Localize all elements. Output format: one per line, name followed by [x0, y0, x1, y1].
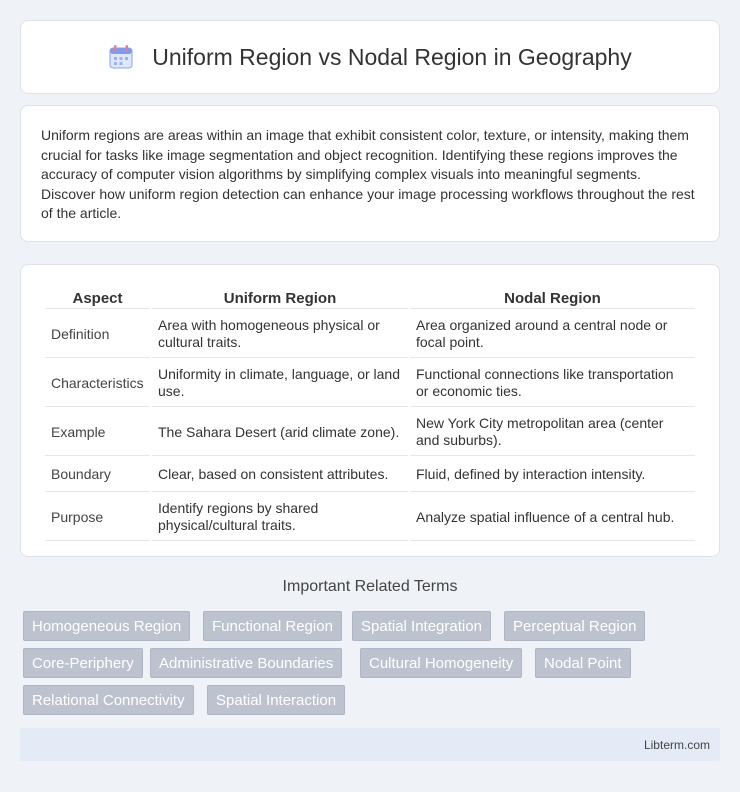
tag-homogeneous-region[interactable]: Homogeneous Region: [23, 611, 190, 641]
uniform-cell: Area with homogeneous physical or cultural traits.: [152, 311, 408, 358]
tag-administrative-boundaries[interactable]: Administrative Boundaries: [150, 648, 342, 678]
header-card: [20, 20, 720, 94]
aspect-cell: Purpose: [45, 494, 150, 541]
uniform-cell: The Sahara Desert (arid climate zone).: [152, 409, 408, 456]
nodal-cell: New York City metropolitan area (center and suburbs).: [410, 409, 695, 456]
nodal-cell: Functional connections like transportation or economic ties.: [410, 360, 695, 407]
tag-functional-region[interactable]: Functional Region: [203, 611, 342, 641]
table-row: [45, 311, 695, 358]
table-row: [45, 458, 695, 492]
aspect-cell: Definition: [45, 311, 150, 358]
footer: [20, 728, 720, 761]
tag-nodal-point[interactable]: Nodal Point: [535, 648, 631, 678]
title-wrap: [108, 44, 631, 71]
nodal-cell: Area organized around a central node or focal point.: [410, 311, 695, 358]
page-title: Uniform Region vs Nodal Region in Geography: [152, 43, 632, 70]
header-nodal-region: Nodal Region: [410, 287, 695, 309]
aspect-cell: Boundary: [45, 458, 150, 492]
tag-cultural-homogeneity[interactable]: Cultural Homogeneity: [360, 648, 522, 678]
uniform-cell: Uniformity in climate, language, or land use.: [152, 360, 408, 407]
aspect-cell: Characteristics: [45, 360, 150, 407]
calendar-icon: [108, 44, 134, 70]
uniform-cell: Clear, based on consistent attributes.: [152, 458, 408, 492]
comparison-table-card: [20, 264, 720, 557]
comparison-table: [43, 285, 697, 543]
tag-core-periphery[interactable]: Core-Periphery: [23, 648, 143, 678]
footer-link[interactable]: Libterm.com: [643, 738, 710, 752]
header-uniform-region: Uniform Region: [152, 287, 408, 309]
related-terms-title: Important Related Terms: [282, 578, 458, 595]
intro-card: [20, 105, 720, 242]
uniform-cell: Identify regions by shared physical/cultural traits.: [152, 494, 408, 541]
tag-perceptual-region[interactable]: Perceptual Region: [504, 611, 645, 641]
aspect-cell: Example: [45, 409, 150, 456]
table-header-row: [45, 287, 695, 309]
nodal-cell: Analyze spatial influence of a central hub.: [410, 494, 695, 541]
table-row: [45, 494, 695, 541]
tag-spatial-integration[interactable]: Spatial Integration: [352, 611, 491, 641]
nodal-cell: Fluid, defined by interaction intensity.: [410, 458, 695, 492]
tag-spatial-interaction[interactable]: Spatial Interaction: [207, 685, 345, 715]
intro-text: Uniform regions are areas within an image that exhibit consistent color, texture, or intensity, making them crucial for tasks like image segmentation and object recognition. Identifying these regions improves the accuracy of computer vision algorithms by simplifying complex visuals into meaningful segments. Discover how uniform region detection can enhance your image processing workflows throughout the rest of the article.: [41, 127, 695, 222]
tag-relational-connectivity[interactable]: Relational Connectivity: [23, 685, 194, 715]
table-row: [45, 360, 695, 407]
header-aspect: Aspect: [45, 287, 150, 309]
table-row: [45, 409, 695, 456]
